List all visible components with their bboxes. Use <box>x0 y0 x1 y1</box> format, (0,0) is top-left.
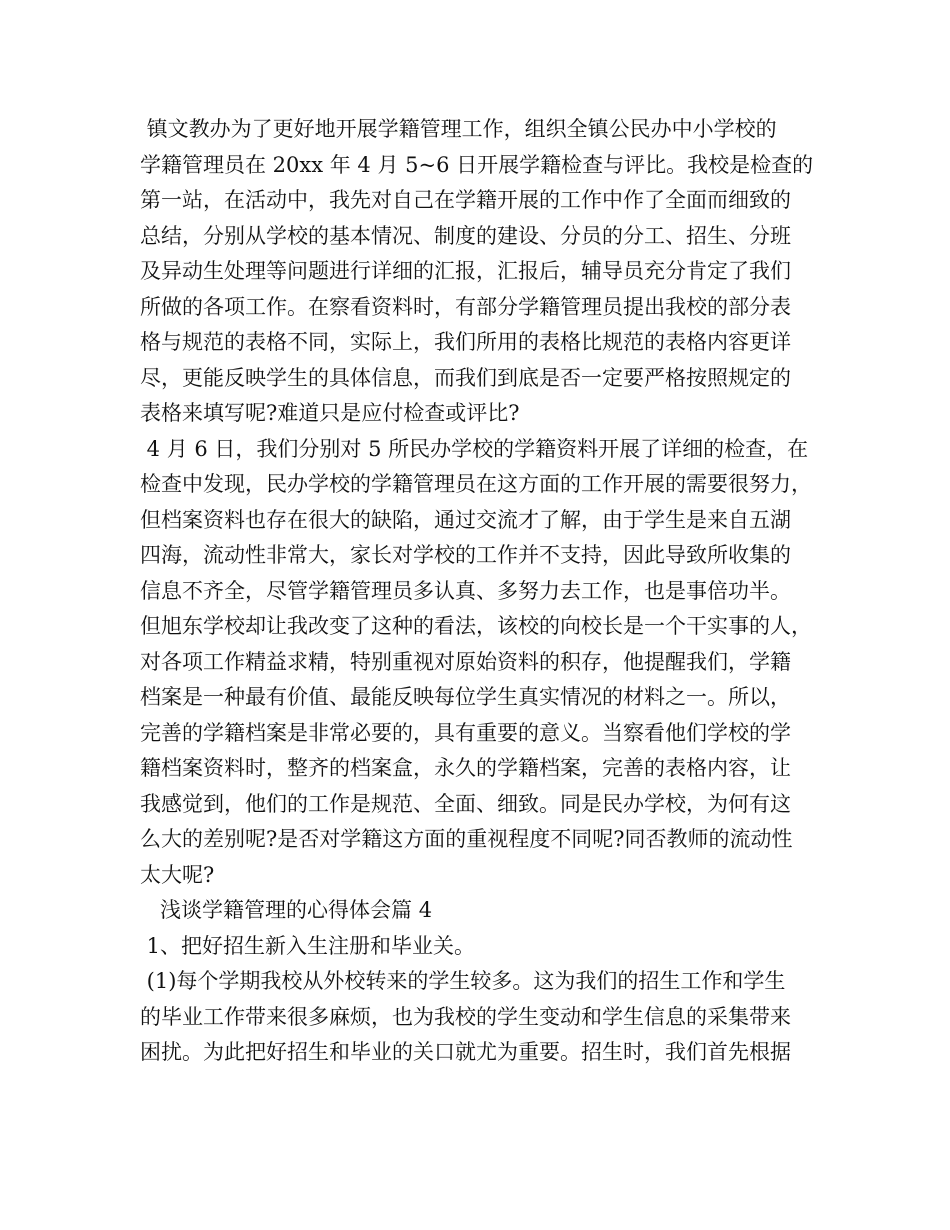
text-line: 格与规范的表格不同，实际上，我们所用的表格比规范的表格内容更详 <box>140 330 791 354</box>
text-line: 但旭东学校却让我改变了这种的看法，该校的向校长是一个干实事的人， <box>140 614 812 638</box>
text-line: 第一站，在活动中，我先对自己在学籍开展的工作中作了全面而细致的 <box>140 188 791 212</box>
text-line: (1)每个学期我校从外校转来的学生较多。这为我们的招生工作和学生 <box>140 969 786 993</box>
text-line: 学籍管理员在 20xx 年 4 月 5~6 日开展学籍检查与评比。我校是检查的 <box>140 152 814 177</box>
text-line: 镇文教办为了更好地开展学籍管理工作，组织全镇公民办中小学校的 <box>140 117 777 141</box>
text-line: 四海，流动性非常大，家长对学校的工作并不支持，因此导致所收集的 <box>140 543 791 567</box>
text-line: 但档案资料也存在很大的缺陷，通过交流才了解，由于学生是来自五湖 <box>140 507 791 532</box>
document-body <box>140 112 840 1071</box>
text-line: 籍档案资料时，整齐的档案盒，永久的学籍档案，完善的表格内容，让 <box>140 756 791 780</box>
text-line: 表格来填写呢?难道只是应付检查或评比? <box>140 401 520 425</box>
text-line: 对各项工作精益求精，特别重视对原始资料的积存，他提醒我们，学籍 <box>140 649 791 674</box>
text-line: 及异动生处理等问题进行详细的汇报，汇报后，辅导员充分肯定了我们 <box>140 259 791 283</box>
text-line: 4 月 6 日，我们分别对 5 所民办学校的学籍资料开展了详细的检查，在 <box>140 436 809 461</box>
text-line: 总结，分别从学校的基本情况、制度的建设、分员的分工、招生、分班 <box>140 223 791 248</box>
text-line: 档案是一种最有价值、最能反映每位学生真实情况的材料之一。所以， <box>140 685 791 709</box>
text-line: 太大呢? <box>140 862 215 887</box>
text-line: 所做的各项工作。在察看资料时，有部分学籍管理员提出我校的部分表 <box>140 294 791 319</box>
text-line: 我感觉到，他们的工作是规范、全面、细致。同是民办学校，为何有这 <box>140 791 791 816</box>
text-line: 完善的学籍档案是非常必要的，具有重要的意义。当察看他们学校的学 <box>140 720 791 745</box>
text-line: 困扰。为此把好招生和毕业的关口就尤为重要。招生时，我们首先根据 <box>140 1040 791 1064</box>
text-line: 么大的差别呢?是否对学籍这方面的重视程度不同呢?同否教师的流动性 <box>140 827 793 851</box>
text-line: 检查中发现，民办学校的学籍管理员在这方面的工作开展的需要很努力， <box>140 472 812 496</box>
text-line: 浅谈学籍管理的心得体会篇 4 <box>140 898 433 922</box>
text-line: 尽，更能反映学生的具体信息，而我们到底是否一定要严格按照规定的 <box>140 365 791 390</box>
text-line: 1、把好招生新入生注册和毕业关。 <box>140 933 476 958</box>
text-line: 的毕业工作带来很多麻烦，也为我校的学生变动和学生信息的采集带来 <box>140 1004 791 1029</box>
text-line: 信息不齐全，尽管学籍管理员多认真、多努力去工作，也是事倍功半。 <box>140 578 791 603</box>
